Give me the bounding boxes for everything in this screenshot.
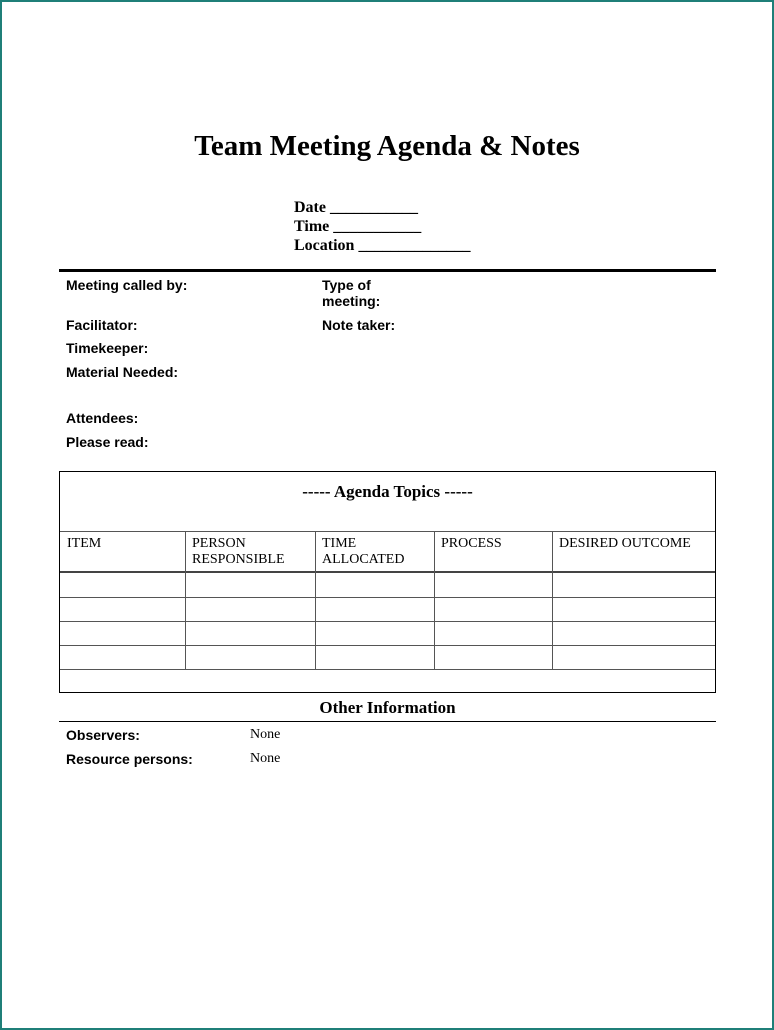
table-header-top-rule <box>60 531 715 532</box>
table-column-divider <box>434 531 435 669</box>
table-row-divider <box>60 621 715 622</box>
table-row-divider <box>60 669 715 670</box>
table-row-divider <box>60 597 715 598</box>
table-row-divider <box>60 645 715 646</box>
agenda-topics-title: ----- Agenda Topics ----- <box>302 482 473 501</box>
location-field: Location ______________ <box>294 237 471 254</box>
table-column-divider <box>315 531 316 669</box>
column-header-item: ITEM <box>67 536 102 551</box>
table-header-bottom-rule <box>60 571 715 573</box>
resource-persons-label: Resource persons: <box>66 751 193 767</box>
meeting-called-by-label: Meeting called by: <box>66 277 188 293</box>
other-information-divider <box>59 721 716 722</box>
time-field: Time ___________ <box>294 218 422 235</box>
resource-persons-value: None <box>250 751 281 766</box>
observers-label: Observers: <box>66 727 140 743</box>
timekeeper-label: Timekeeper: <box>66 340 149 356</box>
note-taker-label: Note taker: <box>322 317 396 333</box>
table-column-divider <box>185 531 186 669</box>
facilitator-label: Facilitator: <box>66 317 138 333</box>
type-of-meeting-label-line1: Type of <box>322 277 371 293</box>
attendees-label: Attendees: <box>66 410 139 426</box>
date-field: Date ___________ <box>294 199 418 216</box>
column-header-person-responsible: PERSON RESPONSIBLE <box>192 536 285 567</box>
other-information-title: Other Information <box>319 698 456 717</box>
please-read-label: Please read: <box>66 434 149 450</box>
observers-value: None <box>250 727 281 742</box>
document-title: Team Meeting Agenda & Notes <box>194 130 580 162</box>
table-column-divider <box>552 531 553 669</box>
type-of-meeting-label-line2: meeting: <box>322 293 381 309</box>
agenda-topics-table <box>59 471 716 693</box>
header-divider <box>59 269 716 272</box>
column-header-time-allocated: TIME ALLOCATED <box>322 536 405 567</box>
column-header-process: PROCESS <box>441 536 502 551</box>
material-needed-label: Material Needed: <box>66 364 179 380</box>
column-header-desired-outcome: DESIRED OUTCOME <box>559 536 691 551</box>
